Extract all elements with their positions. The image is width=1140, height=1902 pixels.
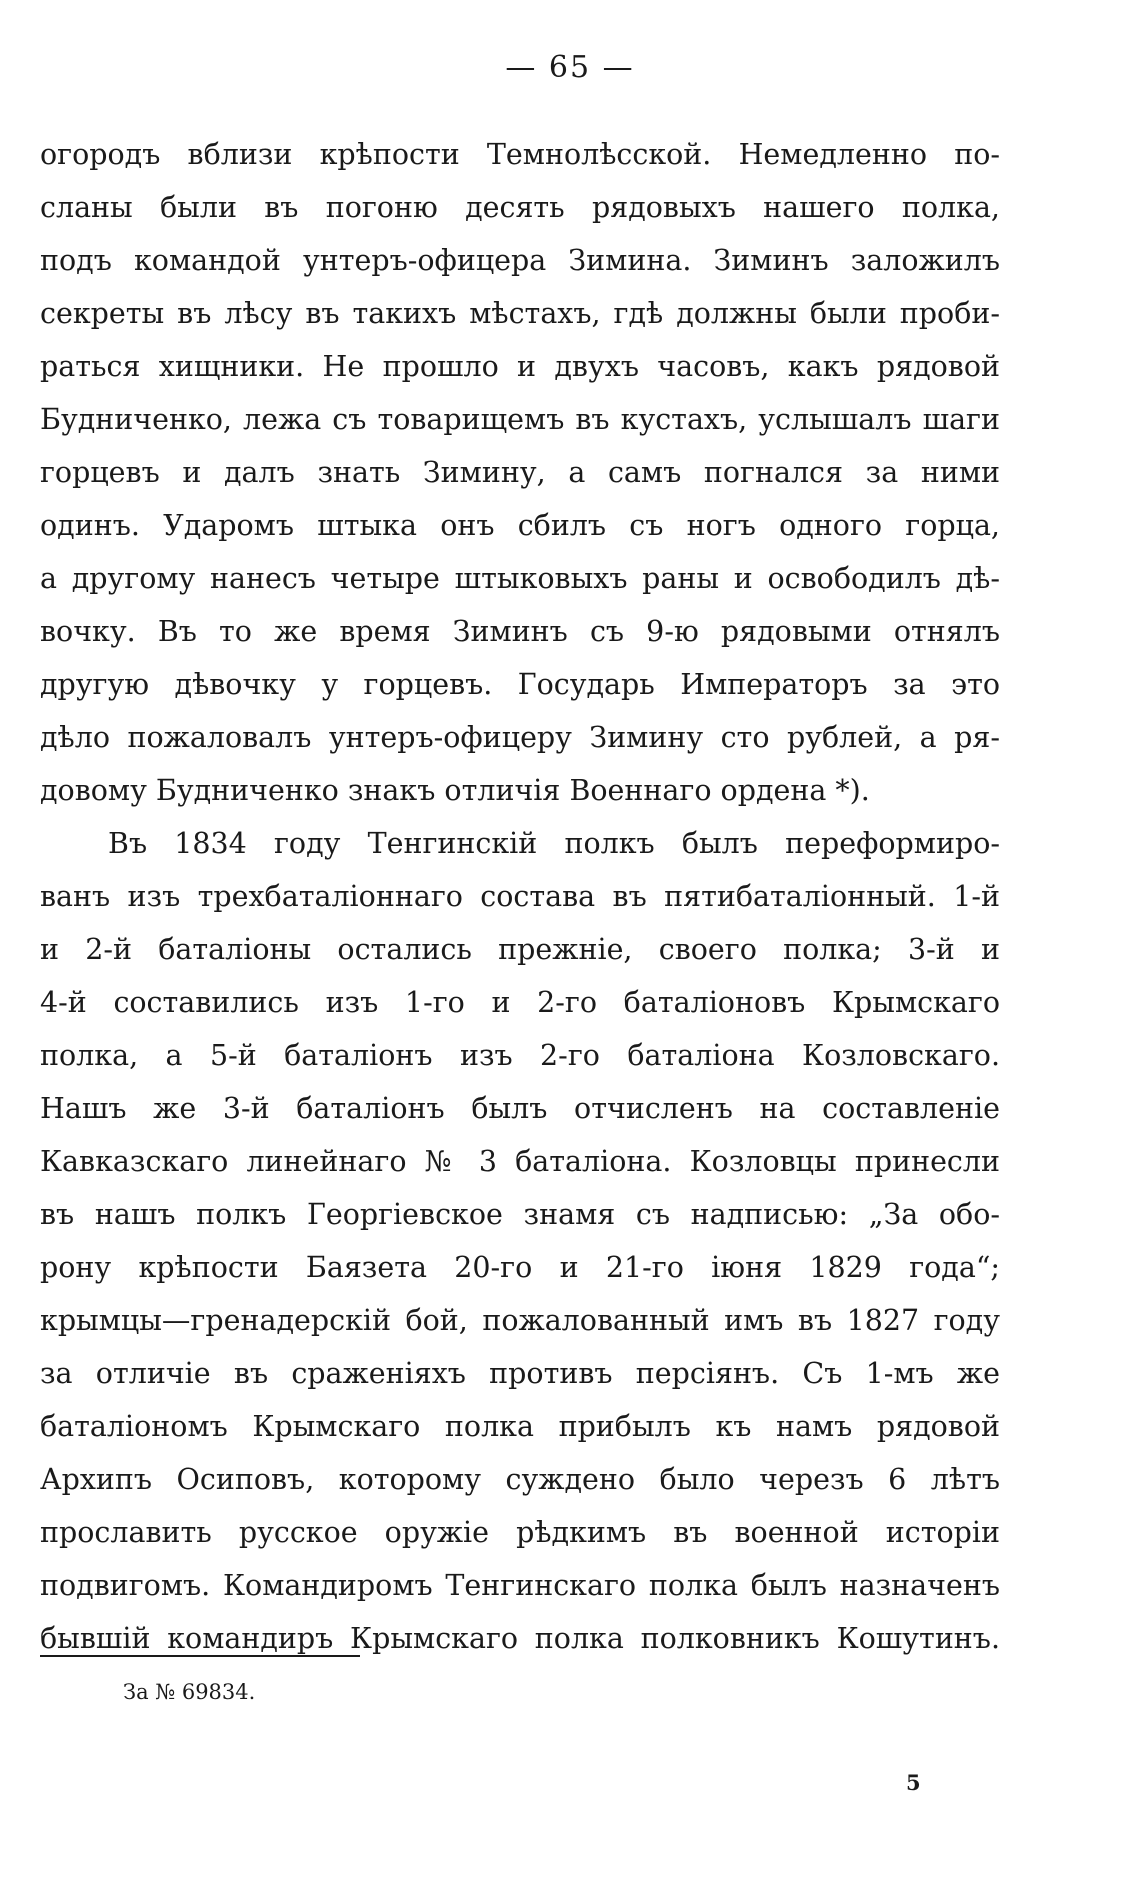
footnote-divider xyxy=(40,1655,360,1657)
text-line: подвигомъ. Командиромъ Тенгинскаго полка былъ назначенъ xyxy=(40,1569,1000,1602)
text-line: одинъ. Ударомъ штыка онъ сбилъ съ ногъ одного горца, xyxy=(40,509,1000,542)
text-line: за отличіе въ сраженіяхъ противъ персіянъ. Съ 1-мъ же xyxy=(40,1357,1000,1390)
body-text xyxy=(40,128,1000,1665)
paragraph-end-line: довому Будниченко знакъ отличія Военнаго ордена *). xyxy=(40,774,870,807)
text-line: другую дѣвочку у горцевъ. Государь Императоръ за это xyxy=(40,668,1000,701)
signature-mark: 5 xyxy=(906,1770,921,1795)
text-line: крымцы—гренадерскій бой, пожалованный имъ въ 1827 году xyxy=(40,1304,1000,1337)
text-line: Архипъ Осиповъ, которому суждено было черезъ 6 лѣтъ xyxy=(40,1463,1000,1496)
text-line: секреты въ лѣсу въ такихъ мѣстахъ, гдѣ должны были проби- xyxy=(40,297,1000,330)
paragraph-first-line: Въ 1834 году Тенгинскій полкъ былъ переформиро- xyxy=(108,827,1000,860)
text-line: въ нашъ полкъ Георгіевское знамя съ надписью: „За обо- xyxy=(40,1198,1000,1231)
page-number: — 65 — xyxy=(505,50,635,85)
text-line: рону крѣпости Баязета 20-го и 21-го іюня 1829 года“; xyxy=(40,1251,1000,1284)
text-line: огородъ вблизи крѣпости Темнолѣсской. Немедленно по- xyxy=(40,138,1000,171)
text-line: Нашъ же 3-й баталіонъ былъ отчисленъ на составленіе xyxy=(40,1092,1000,1125)
text-line: а другому нанесъ четыре штыковыхъ раны и освободилъ дѣ- xyxy=(40,562,1000,595)
text-line: полка, а 5-й баталіонъ изъ 2-го баталіона Козловскаго. xyxy=(40,1039,1000,1072)
text-line: подъ командой унтеръ-офицера Зимина. Зиминъ заложилъ xyxy=(40,244,1000,277)
footnote: За № 69834. xyxy=(123,1680,256,1704)
text-line: и 2-й баталіоны остались прежніе, своего полка; 3-й и xyxy=(40,933,1000,966)
text-line: баталіономъ Крымскаго полка прибылъ къ намъ рядовой xyxy=(40,1410,1000,1443)
text-line: прославить русское оружіе рѣдкимъ въ военной исторіи xyxy=(40,1516,1000,1549)
text-line: Будниченко, лежа съ товарищемъ въ кустахъ, услышалъ шаги xyxy=(40,403,1000,436)
text-line: горцевъ и далъ знать Зимину, а самъ погнался за ними xyxy=(40,456,1000,489)
text-line: Кавказскаго линейнаго № 3 баталіона. Козловцы принесли xyxy=(40,1145,1000,1178)
text-line: вочку. Въ то же время Зиминъ съ 9-ю рядовыми отнялъ xyxy=(40,615,1000,648)
text-line: сланы были въ погоню десять рядовыхъ нашего полка, xyxy=(40,191,1000,224)
text-line: раться хищники. Не прошло и двухъ часовъ, какъ рядовой xyxy=(40,350,1000,383)
text-line: дѣло пожаловалъ унтеръ-офицеру Зимину сто рублей, а ря- xyxy=(40,721,1000,754)
text-line: бывшій командиръ Крымскаго полка полковникъ Кошутинъ. xyxy=(40,1622,1000,1655)
text-line: ванъ изъ трехбаталіоннаго состава въ пятибаталіонный. 1-й xyxy=(40,880,1000,913)
text-line: 4-й составились изъ 1-го и 2-го баталіоновъ Крымскаго xyxy=(40,986,1000,1019)
